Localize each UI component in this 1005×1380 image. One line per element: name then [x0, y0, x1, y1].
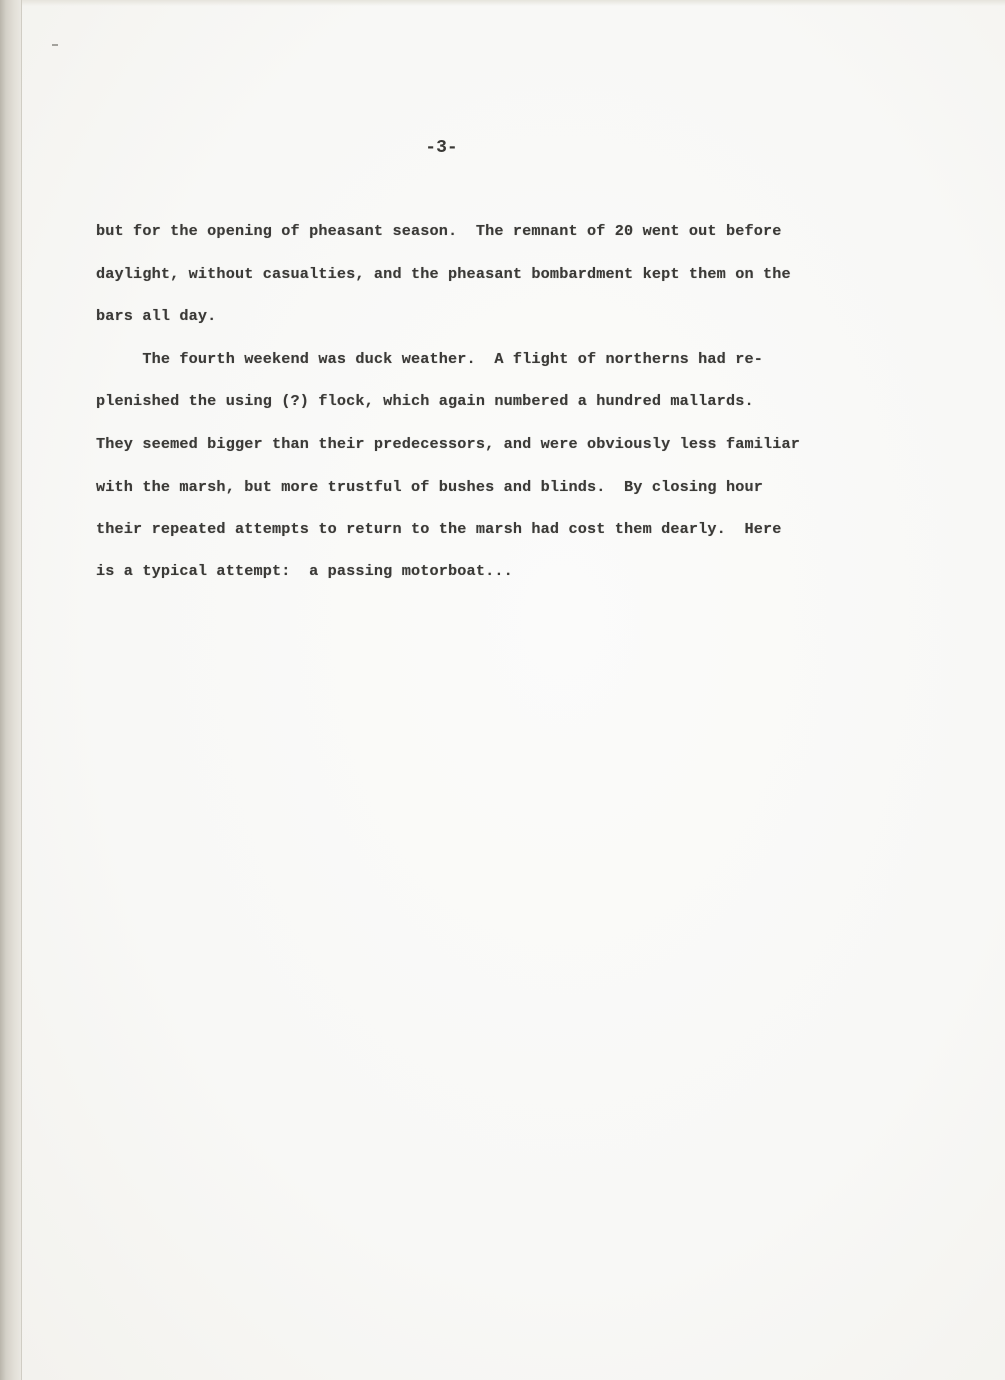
text-line-5: plenished the using (?) flock, which again numbered a hundred mallards. [96, 392, 754, 410]
text-line-6: They seemed bigger than their predecessors, and were obviously less familiar [96, 435, 801, 453]
text-line-2: daylight, without casualties, and the pheasant bombardment kept them on the [96, 265, 791, 283]
text-line-3: bars all day. [96, 307, 217, 325]
ink-speck [52, 44, 58, 46]
binding-edge [0, 0, 22, 1380]
text-line-9: is a typical attempt: a passing motorboat... [96, 562, 513, 580]
text-line-4: The fourth weekend was duck weather. A flight of northerns had re- [96, 350, 764, 368]
text-line-8: their repeated attempts to return to the marsh had cost them dearly. Here [96, 520, 782, 538]
paper-top-edge [22, 0, 1005, 6]
page-number: -3- [425, 138, 458, 158]
paper-sheet [22, 0, 1005, 1380]
text-line-1: but for the opening of pheasant season. The remnant of 20 went out before [96, 222, 782, 240]
text-line-7: with the marsh, but more trustful of bushes and blinds. By closing hour [96, 478, 764, 496]
